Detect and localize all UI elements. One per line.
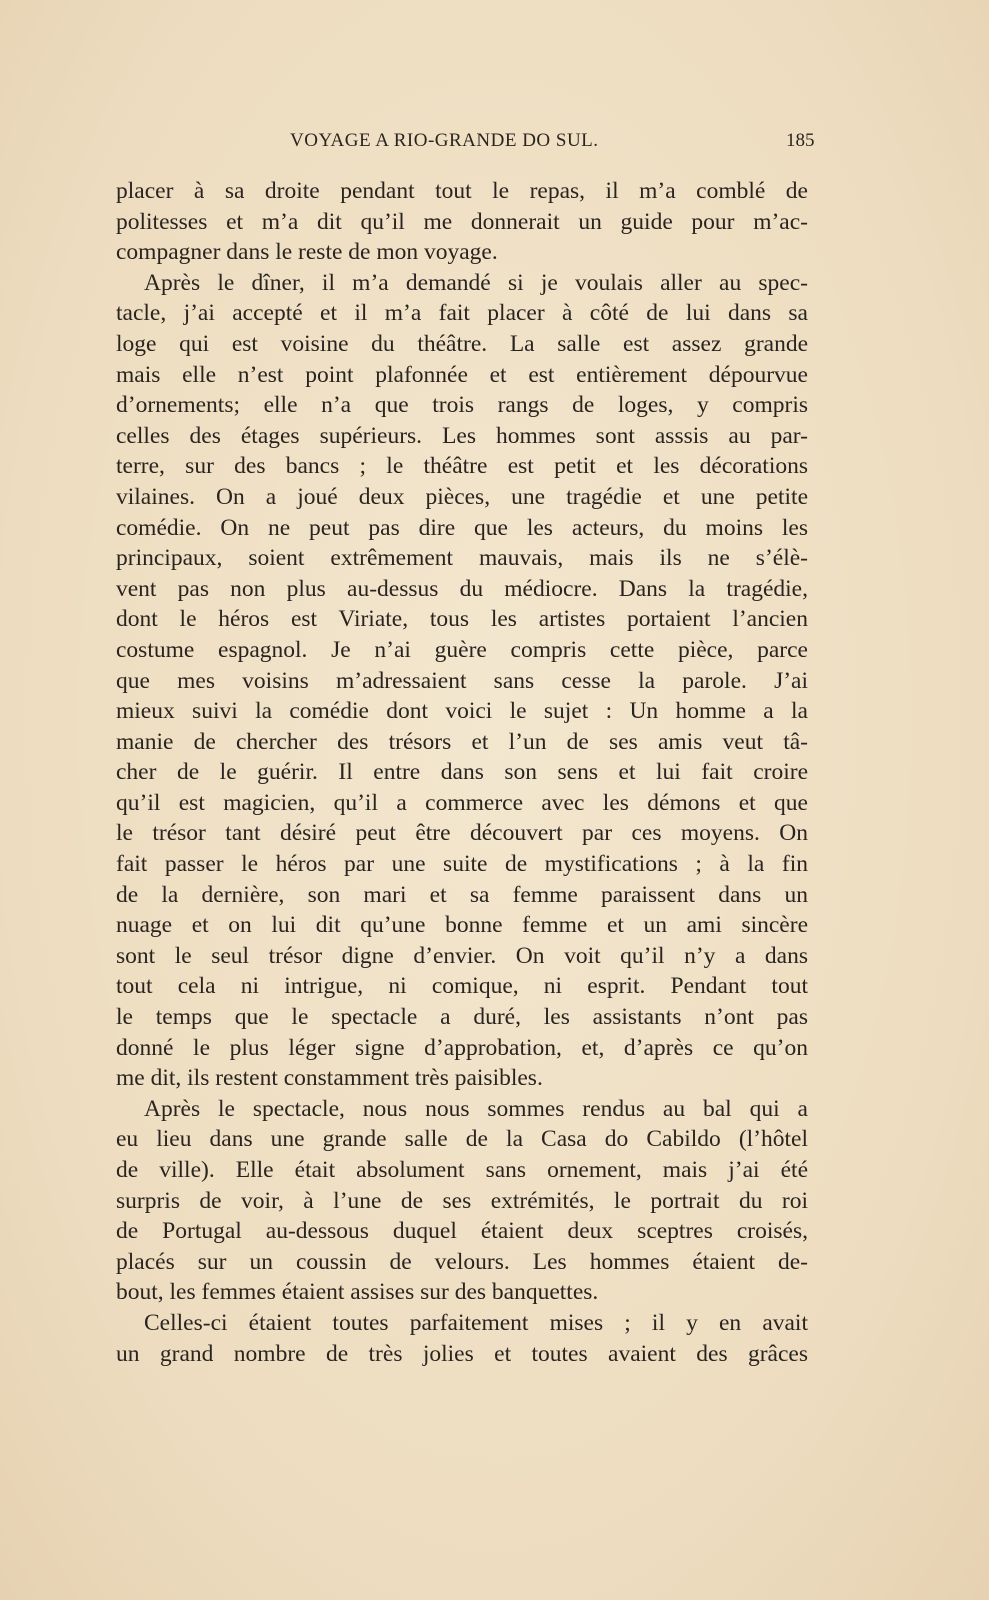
text-line: d’ornements; elle n’a que trois rangs de loges, y compris	[116, 392, 808, 419]
text-line: qu’il est magicien, qu’il a commerce avec les démons et que	[116, 789, 808, 816]
text-line: mieux suivi la comédie dont voici le sujet : Un homme a la	[116, 698, 808, 725]
text-line: Celles-ci étaient toutes parfaitement mises ; il y en avait	[144, 1309, 808, 1336]
running-title: VOYAGE A RIO-GRANDE DO SUL.	[290, 130, 599, 151]
text-line: le trésor tant désiré peut être découvert par ces moyens. On	[116, 820, 808, 847]
text-line: eu lieu dans une grande salle de la Casa do Cabildo (l’hôtel	[116, 1126, 808, 1153]
page-number: 185	[786, 130, 815, 151]
text-line: de Portugal au-dessous duquel étaient deux sceptres croisés,	[116, 1218, 808, 1245]
text-line: loge qui est voisine du théâtre. La salle est assez grande	[116, 330, 808, 357]
text-line: me dit, ils restent constamment très paisibles.	[116, 1065, 543, 1092]
text-line: costume espagnol. Je n’ai guère compris cette pièce, parce	[116, 636, 808, 663]
text-line: tacle, j’ai accepté et il m’a fait placer à côté de lui dans sa	[116, 300, 808, 327]
text-line: dont le héros est Viriate, tous les artistes portaient l’ancien	[116, 606, 808, 633]
text-line: un grand nombre de très jolies et toutes avaient des grâces	[116, 1340, 808, 1367]
text-line: de ville). Elle était absolument sans ornement, mais j’ai été	[116, 1157, 808, 1183]
text-line: politesses et m’a dit qu’il me donnerait un guide pour m’ac-	[116, 208, 808, 235]
text-line: terre, sur des bancs ; le théâtre est petit et les décorations	[116, 453, 808, 480]
text-line: comédie. On ne peut pas dire que les acteurs, du moins les	[116, 514, 808, 541]
text-line: principaux, soient extrêmement mauvais, mais ils ne s’élè-	[116, 545, 808, 572]
text-line: celles des étages supérieurs. Les hommes sont asssis au par-	[116, 422, 808, 449]
text-line: Après le dîner, il m’a demandé si je voulais aller au spec-	[144, 269, 808, 296]
text-line: bout, les femmes étaient assises sur des banquettes.	[116, 1279, 599, 1306]
text-line: Après le spectacle, nous nous sommes rendus au bal qui a	[144, 1095, 808, 1122]
text-line: manie de chercher des trésors et l’un de ses amis veut tâ-	[116, 728, 808, 755]
text-line: compagner dans le reste de mon voyage.	[116, 239, 498, 266]
text-line: que mes voisins m’adressaient sans cesse la parole. J’ai	[116, 667, 808, 694]
text-line: surpris de voir, à l’une de ses extrémités, le portrait du roi	[116, 1187, 808, 1214]
text-line: mais elle n’est point plafonnée et est entièrement dépourvue	[116, 361, 808, 388]
text-line: vilaines. On a joué deux pièces, une tragédie et une petite	[116, 483, 808, 510]
text-line: fait passer le héros par une suite de mystifications ; à la fin	[116, 851, 808, 878]
text-line: placer à sa droite pendant tout le repas, il m’a comblé de	[116, 178, 808, 204]
text-line: de la dernière, son mari et sa femme paraissent dans un	[116, 881, 808, 908]
text-line: sont le seul trésor digne d’envier. On voit qu’il n’y a dans	[116, 942, 808, 969]
text-line: placés sur un coussin de velours. Les hommes étaient de-	[116, 1248, 808, 1275]
text-line: cher de le guérir. Il entre dans son sens et lui fait croire	[116, 759, 808, 786]
text-line: tout cela ni intrigue, ni comique, ni esprit. Pendant tout	[116, 973, 808, 1000]
text-line: vent pas non plus au-dessus du médiocre. Dans la tragédie,	[116, 575, 808, 602]
text-line: donné le plus léger signe d’approbation, et, d’après ce qu’on	[116, 1034, 808, 1061]
text-line: le temps que le spectacle a duré, les assistants n’ont pas	[116, 1004, 808, 1031]
page-body-text	[116, 176, 808, 1369]
text-line: nuage et on lui dit qu’une bonne femme et un ami sincère	[116, 912, 808, 939]
